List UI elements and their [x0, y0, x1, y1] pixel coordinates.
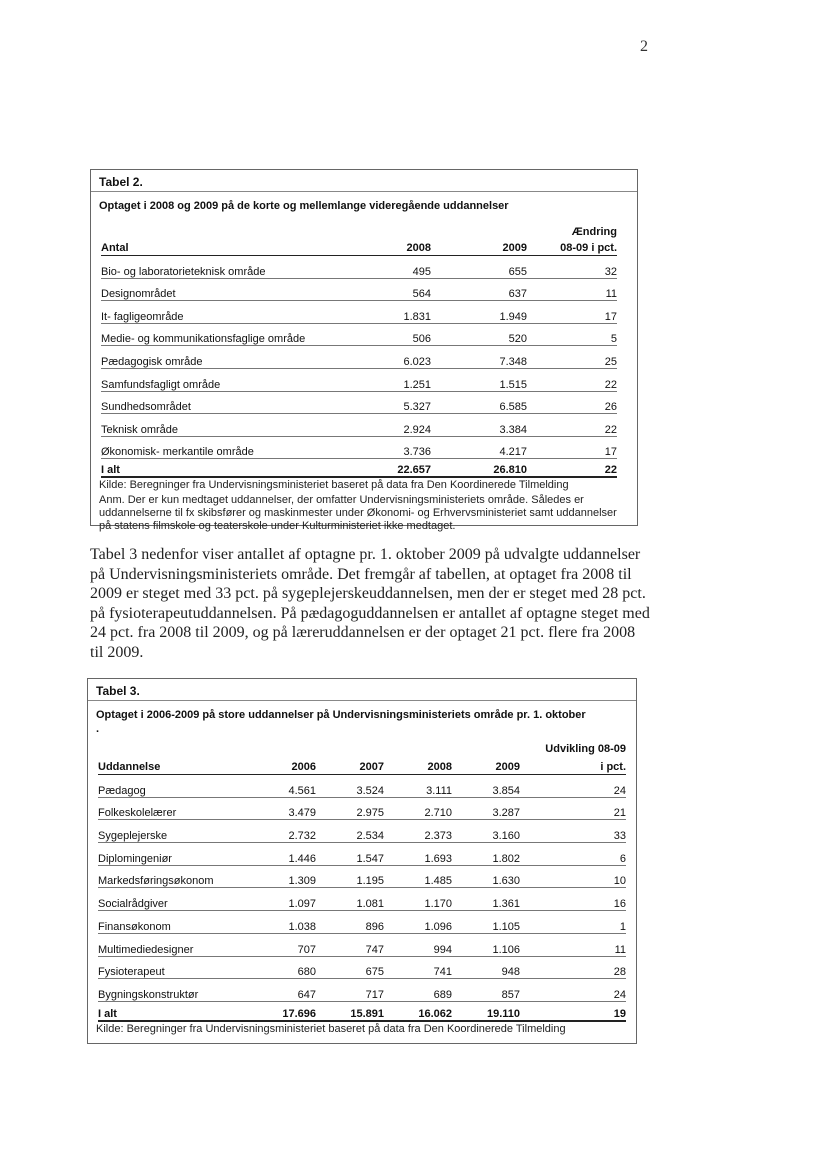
cell-y2009: 3.160: [452, 820, 520, 843]
cell-y2008: 506: [351, 323, 431, 346]
cell-change: 32: [527, 256, 617, 279]
cell-y2009: 1.802: [452, 843, 520, 866]
table-3-header-row: [98, 737, 626, 775]
total-label: I alt: [101, 459, 351, 478]
cell-y2008: 1.693: [384, 843, 452, 866]
row-label: Diplomingeniør: [98, 843, 248, 866]
cell-y2008: 741: [384, 956, 452, 979]
cell-change: 17: [527, 301, 617, 324]
row-label: Medie- og kommunikationsfaglige område: [101, 323, 351, 346]
cell-y2007: 1.547: [316, 843, 384, 866]
table-3-grid: [98, 737, 626, 1022]
cell-y2006: 2.732: [248, 820, 316, 843]
cell-y2008: 2.924: [351, 414, 431, 437]
table-row: [101, 436, 617, 459]
cell-y2008: 6.023: [351, 346, 431, 369]
row-label: Multimediedesigner: [98, 933, 248, 956]
table-row: [101, 301, 617, 324]
cell-y2006: 707: [248, 933, 316, 956]
header-2009: 2009: [431, 214, 527, 256]
table-row: [101, 414, 617, 437]
cell-y2008: 689: [384, 979, 452, 1002]
cell-y2008: 1.096: [384, 911, 452, 934]
cell-y2009: 3.384: [431, 414, 527, 437]
cell-y2008: 1.831: [351, 301, 431, 324]
table-2-note: Anm. Der er kun medtaget uddannelser, der omfatter Undervisningsministeriets område. Således er uddannelserne til fx skibsfører og maskinmester under Økonomi- og Erhvervsministeriet samt uddannelser på statens filmskole og teaterskole under Kulturministeriet ikke medtaget.: [99, 494, 617, 533]
cell-y2006: 1.097: [248, 888, 316, 911]
cell-y2009: 520: [431, 323, 527, 346]
header-2008: 2008: [351, 214, 431, 256]
cell-change: 11: [527, 278, 617, 301]
total-2006: 17.696: [248, 1001, 316, 1021]
table-row: [98, 820, 626, 843]
header-development-line1: Udvikling 08-09: [545, 743, 626, 755]
cell-dev: 6: [520, 843, 626, 866]
header-antal: Antal: [101, 214, 351, 256]
cell-y2008: 5.327: [351, 391, 431, 414]
row-label: It- fagligeområde: [101, 301, 351, 324]
header-2007: 2007: [316, 737, 384, 775]
cell-y2009: 1.106: [452, 933, 520, 956]
table-2-label: Tabel 2.: [91, 170, 637, 192]
header-uddannelse: Uddannelse: [98, 737, 248, 775]
header-development: [520, 737, 626, 775]
table-row: [98, 843, 626, 866]
cell-y2009: 655: [431, 256, 527, 279]
cell-y2007: 2.975: [316, 797, 384, 820]
table-row: [101, 368, 617, 391]
cell-dev: 11: [520, 933, 626, 956]
cell-y2006: 3.479: [248, 797, 316, 820]
table-3: [87, 678, 637, 1044]
cell-change: 5: [527, 323, 617, 346]
page-number: 2: [640, 38, 648, 55]
table-2-header-row: [101, 214, 617, 256]
cell-y2009: 7.348: [431, 346, 527, 369]
cell-y2009: 1.361: [452, 888, 520, 911]
table-row: [98, 956, 626, 979]
header-2009: 2009: [452, 737, 520, 775]
table-3-total-row: [98, 1001, 626, 1021]
cell-y2006: 1.038: [248, 911, 316, 934]
cell-dev: 10: [520, 865, 626, 888]
cell-y2006: 680: [248, 956, 316, 979]
row-label: Økonomisk- merkantile område: [101, 436, 351, 459]
cell-y2009: 948: [452, 956, 520, 979]
table-3-title-dot: .: [96, 723, 100, 735]
table-row: [101, 323, 617, 346]
table-row: [98, 775, 626, 798]
cell-y2007: 896: [316, 911, 384, 934]
row-label: Folkeskolelærer: [98, 797, 248, 820]
row-label: Designområdet: [101, 278, 351, 301]
cell-y2007: 1.081: [316, 888, 384, 911]
table-row: [98, 933, 626, 956]
cell-dev: 21: [520, 797, 626, 820]
row-label: Markedsføringsøkonom: [98, 865, 248, 888]
row-label: Sygeplejerske: [98, 820, 248, 843]
header-2006: 2006: [248, 737, 316, 775]
row-label: Teknisk område: [101, 414, 351, 437]
header-change-line1: Ændring: [571, 226, 617, 238]
cell-change: 17: [527, 436, 617, 459]
table-row: [101, 256, 617, 279]
table-row: [98, 979, 626, 1002]
cell-y2009: 1.630: [452, 865, 520, 888]
cell-y2009: 1.949: [431, 301, 527, 324]
total-development: 19: [520, 1001, 626, 1021]
row-label: Samfundsfagligt område: [101, 368, 351, 391]
cell-y2008: 495: [351, 256, 431, 279]
row-label: Finansøkonom: [98, 911, 248, 934]
row-label: Socialrådgiver: [98, 888, 248, 911]
cell-y2008: 2.710: [384, 797, 452, 820]
cell-y2007: 675: [316, 956, 384, 979]
row-label: Sundhedsområdet: [101, 391, 351, 414]
cell-y2006: 647: [248, 979, 316, 1002]
cell-y2009: 1.105: [452, 911, 520, 934]
header-change: [527, 214, 617, 256]
cell-dev: 24: [520, 775, 626, 798]
table-3-source: Kilde: Beregninger fra Undervisningsministeriet baseret på data fra Den Koordinerede Tilmelding: [96, 1022, 566, 1035]
table-2-grid: [101, 214, 617, 478]
cell-y2009: 637: [431, 278, 527, 301]
table-2-title: Optaget i 2008 og 2009 på de korte og mellemlange videregående uddannelser: [99, 200, 509, 212]
total-2008: 16.062: [384, 1001, 452, 1021]
row-label: Pædagog: [98, 775, 248, 798]
cell-y2009: 6.585: [431, 391, 527, 414]
row-label: Fysioterapeut: [98, 956, 248, 979]
total-2009: 26.810: [431, 459, 527, 478]
cell-y2007: 717: [316, 979, 384, 1002]
table-2-source: Kilde: Beregninger fra Undervisningsministeriet baseret på data fra Den Koordinerede Tilmelding: [99, 479, 569, 492]
row-label: Bygningskonstruktør: [98, 979, 248, 1002]
total-2007: 15.891: [316, 1001, 384, 1021]
table-row: [101, 278, 617, 301]
cell-y2006: 1.309: [248, 865, 316, 888]
row-label: Bio- og laboratorieteknisk område: [101, 256, 351, 279]
header-2008: 2008: [384, 737, 452, 775]
cell-y2007: 1.195: [316, 865, 384, 888]
table-2: [90, 169, 638, 533]
cell-y2008: 1.170: [384, 888, 452, 911]
cell-y2008: 564: [351, 278, 431, 301]
cell-change: 26: [527, 391, 617, 414]
cell-y2009: 1.515: [431, 368, 527, 391]
cell-y2008: 994: [384, 933, 452, 956]
cell-dev: 33: [520, 820, 626, 843]
cell-dev: 24: [520, 979, 626, 1002]
cell-y2008: 3.111: [384, 775, 452, 798]
cell-change: 25: [527, 346, 617, 369]
total-2008: 22.657: [351, 459, 431, 478]
cell-y2009: 3.854: [452, 775, 520, 798]
table-2-total-row: [101, 459, 617, 478]
total-change: 22: [527, 459, 617, 478]
cell-y2008: 2.373: [384, 820, 452, 843]
table-row: [98, 911, 626, 934]
table-row: [101, 391, 617, 414]
table-3-title: Optaget i 2006-2009 på store uddannelser på Undervisningsministeriets område pr. 1. oktober: [96, 709, 586, 721]
table-row: [98, 797, 626, 820]
table-row: [98, 865, 626, 888]
table-row: [98, 888, 626, 911]
cell-y2009: 3.287: [452, 797, 520, 820]
cell-y2006: 4.561: [248, 775, 316, 798]
cell-y2007: 2.534: [316, 820, 384, 843]
total-label: I alt: [98, 1001, 248, 1021]
cell-change: 22: [527, 414, 617, 437]
body-paragraph: Tabel 3 nedenfor viser antallet af optagne pr. 1. oktober 2009 på udvalgte uddannelser på Undervisningsministeriets område. Det fremgår af tabellen, at optaget fra 2008 til 2009 er steget med 33 pct. på sygeplejerskeuddannelsen, men der er steget med 28 pct. på fysioterapeutuddannelsen. På pædagoguddannelsen er antallet af optagne steget med 24 pct. fra 2008 til 2009, og på læreruddannelsen er der optaget 21 pct. flere fra 2008 til 2009.: [90, 546, 650, 661]
cell-y2006: 1.446: [248, 843, 316, 866]
cell-y2008: 3.736: [351, 436, 431, 459]
total-2009: 19.110: [452, 1001, 520, 1021]
table-row: [101, 346, 617, 369]
cell-change: 22: [527, 368, 617, 391]
cell-y2008: 1.485: [384, 865, 452, 888]
table-3-label: Tabel 3.: [88, 679, 636, 701]
cell-y2009: 857: [452, 979, 520, 1002]
cell-y2007: 747: [316, 933, 384, 956]
cell-dev: 16: [520, 888, 626, 911]
cell-dev: 1: [520, 911, 626, 934]
cell-y2008: 1.251: [351, 368, 431, 391]
header-change-line2: 08-09 i pct.: [560, 242, 617, 254]
cell-y2009: 4.217: [431, 436, 527, 459]
cell-dev: 28: [520, 956, 626, 979]
row-label: Pædagogisk område: [101, 346, 351, 369]
cell-y2007: 3.524: [316, 775, 384, 798]
header-development-line2: i pct.: [600, 761, 626, 773]
